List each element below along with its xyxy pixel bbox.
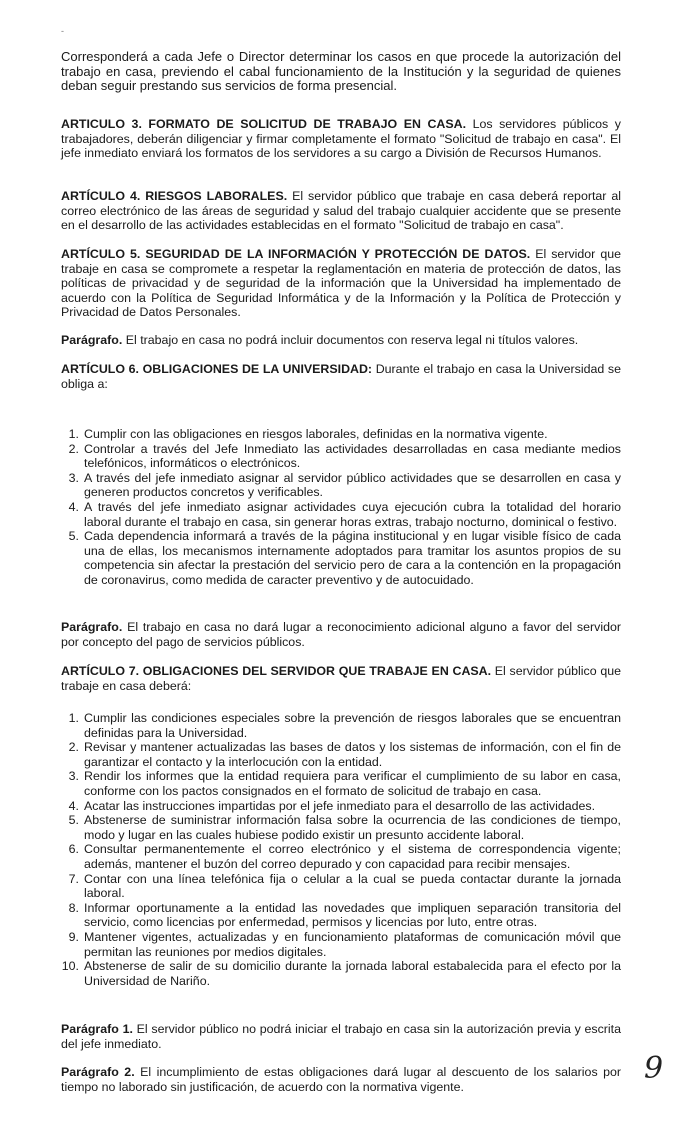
article-6-list-item-number: 5 . bbox=[61, 529, 79, 544]
article-7-paragrafo-2 bbox=[61, 1065, 621, 1094]
article-7-list-item-number: 10 . bbox=[61, 959, 79, 974]
article-7-heading: ARTÍCULO 7. OBLIGACIONES DEL SERVIDOR QUE TRABAJE EN CASA. bbox=[61, 664, 492, 678]
article-7-list-item bbox=[61, 842, 621, 871]
article-7-list-item-number: 5 . bbox=[61, 813, 79, 828]
article-5-paragrafo bbox=[61, 333, 621, 348]
article-5-heading: ARTÍCULO 5. SEGURIDAD DE LA INFORMACIÓN Y PROTECCIÓN DE DATOS. bbox=[61, 247, 531, 261]
article-7-list bbox=[61, 711, 621, 988]
article-6 bbox=[61, 362, 621, 391]
intro-paragraph bbox=[61, 50, 621, 94]
article-6-paragrafo bbox=[61, 620, 621, 649]
article-6-paragrafo-label: Parágrafo. bbox=[61, 620, 123, 634]
article-7-list-item bbox=[61, 959, 621, 988]
article-5 bbox=[61, 247, 621, 320]
article-7-list-item bbox=[61, 740, 621, 769]
article-6-list-item-text: A través del jefe inmediato asignar actividades cuya ejecución cubra la totalidad del horario laboral durante el trabajo en casa, sin generar horas extras, trabajo nocturno, dominical o festivo. bbox=[84, 499, 621, 529]
article-6-list-item bbox=[61, 529, 621, 587]
article-6-list-item bbox=[61, 500, 621, 529]
article-6-list-wrap bbox=[61, 427, 621, 588]
article-7-list-item-number: 8 . bbox=[61, 901, 79, 916]
article-6-heading: ARTÍCULO 6. OBLIGACIONES DE LA UNIVERSIDAD: bbox=[61, 362, 373, 376]
article-7-list-item bbox=[61, 769, 621, 798]
article-7-list-item-text: Revisar y mantener actualizadas las bases de datos y los sistemas de información, con el fin de garantizar el contacto y la interlocución con la entidad. bbox=[84, 740, 621, 769]
article-7-list-item bbox=[61, 711, 621, 740]
article-7-list-item-number: 2 . bbox=[61, 740, 79, 755]
article-7-paragrafo-1-label: Parágrafo 1. bbox=[61, 1022, 133, 1036]
article-7-list-item-number: 1 . bbox=[61, 711, 79, 726]
article-6-list-item-text: Controlar a través del Jefe Inmediato las actividades desarrolladas en casa mediante medios telefónicos, informáticos o electrónicos. bbox=[84, 441, 621, 471]
article-5-paragrafo-body: El trabajo en casa no podrá incluir documentos con reserva legal ni títulos valores. bbox=[122, 333, 579, 347]
article-6-paragrafo-body: El trabajo en casa no dará lugar a reconocimiento adicional alguno a favor del servidor por concepto del pago de servicios públicos. bbox=[61, 620, 621, 649]
article-6-list-item-text: Cada dependencia informará a través de la página institucional y en lugar visible físico de cada una de ellas, los mecanismos internamente adoptados para tramitar los asuntos propios de su competencia sin afectar la prestación del servicio pero de cara a la contención en la propagación de coronavirus, como medida de caracter preventivo y de autocuidado. bbox=[84, 529, 621, 587]
article-4-body: El servidor público que trabaje en casa deberá reportar al correo electrónico de las áreas de seguridad y salud del trabajo cualquier accidente que se presente en el desarrollo de las actividades establecidas en el formato "Solicitud de trabajo en casa". bbox=[61, 189, 621, 233]
article-7-list-item bbox=[61, 930, 621, 959]
article-4 bbox=[61, 189, 621, 233]
article-7-list-item-text: Informar oportunamente a la entidad las novedades que impliquen separación transitoria del servicio, como licencias por enfermedad, permisos y licencias por luto, entre otras. bbox=[84, 900, 621, 930]
article-7-list-wrap bbox=[61, 711, 621, 988]
header-mark: - bbox=[61, 26, 64, 36]
article-7-list-item-number: 9 . bbox=[61, 930, 79, 945]
intro-text: Corresponderá a cada Jefe o Director determinar los casos en que procede la autorización del trabajo en casa, previendo el cabal funcionamiento de la Institución y la seguridad de quienes deban seguir prestando sus servicios de forma presencial. bbox=[61, 49, 621, 94]
article-7-list-item-number: 3 . bbox=[61, 769, 79, 784]
article-7-list-item-number: 6 . bbox=[61, 842, 79, 857]
article-7-list-item-text: Mantener vigentes, actualizadas y en funcionamiento plataformas de comunicación móvil que permitan las reuniones por medios digitales. bbox=[84, 929, 621, 959]
article-7-list-item bbox=[61, 813, 621, 842]
article-6-list-item-number: 2 . bbox=[61, 442, 79, 457]
article-7-list-item-text: Rendir los informes que la entidad requiera para verificar el cumplimiento de su labor en casa, conforme con los pactos consignados en el formato de solicitud de trabajo en casa. bbox=[84, 769, 621, 798]
article-7 bbox=[61, 664, 621, 693]
article-7-paragrafo-2-body: El incumplimiento de estas obligaciones dará lugar al descuento de los salarios por tiempo no laborado sin justificación, de acuerdo con la normativa vigente. bbox=[61, 1065, 622, 1094]
article-6-list-item-number: 3 . bbox=[61, 471, 79, 486]
article-7-list-item-text: Acatar las instrucciones impartidas por el jefe inmediato para el desarrollo de las actividades. bbox=[84, 798, 596, 813]
article-6-list-item-number: 4 . bbox=[61, 500, 79, 515]
article-4-heading: ARTÍCULO 4. RIESGOS LABORALES. bbox=[61, 189, 288, 203]
article-7-list-item bbox=[61, 901, 621, 930]
article-6-list bbox=[61, 427, 621, 588]
article-6-list-item bbox=[61, 427, 621, 442]
article-7-paragrafo-1 bbox=[61, 1022, 621, 1051]
article-7-list-item-number: 7 . bbox=[61, 872, 79, 887]
article-7-paragrafo-1-body: El servidor público no podrá iniciar el trabajo en casa sin la autorización previa y escrita del jefe inmediato. bbox=[61, 1022, 622, 1051]
article-6-list-item bbox=[61, 442, 621, 471]
article-7-list-item-number: 4 . bbox=[61, 799, 79, 814]
article-3-body: Los servidores públicos y trabajadores, deberán diligenciar y firmar completamente el formato "Solicitud de trabajo en casa". El jefe inmediato enviará los formatos de los servidores a su cargo a División de Recursos Humanos. bbox=[61, 117, 621, 161]
article-7-list-item-text: Contar con una línea telefónica fija o celular a la cual se pueda contactar durante la jornada laboral. bbox=[84, 871, 621, 901]
article-7-list-item-text: Abstenerse de suministrar información falsa sobre la ocurrencia de las condiciones de tiempo, modo y lugar en las cuales hubiese podido existir un presunto accidente laboral. bbox=[84, 813, 621, 842]
article-7-list-item bbox=[61, 872, 621, 901]
article-7-body: El servidor público que trabaje en casa deberá: bbox=[61, 664, 621, 693]
article-6-list-item-number: 1 . bbox=[61, 427, 79, 442]
article-6-list-item bbox=[61, 471, 621, 500]
article-7-paragrafo-2-label: Parágrafo 2. bbox=[61, 1065, 135, 1079]
page-number: 9 bbox=[644, 1051, 664, 1086]
article-3 bbox=[61, 117, 621, 161]
article-7-list-item-text: Abstenerse de salir de su domicilio durante la jornada laboral estabalecida para el efecto por la Universidad de Nariño. bbox=[84, 959, 621, 988]
article-5-paragrafo-label: Parágrafo. bbox=[61, 333, 123, 347]
article-7-list-item-text: Cumplir las condiciones especiales sobre la prevención de riesgos laborales que se encuentran definidas para la Universidad. bbox=[84, 711, 621, 740]
article-5-body: El servidor que trabaje en casa se compromete a respetar la reglamentación en materia de protección de datos, las políticas de privacidad y de seguridad de la información que la Universidad ha implementado de acuerdo con la Política de Seguridad Informática y de la Información y la Política de Protección y Privacidad de Datos Personales. bbox=[61, 247, 621, 320]
article-6-list-item-text: A través del jefe inmediato asignar al servidor público actividades que se desarrollen en casa y generen productos concretos y verificables. bbox=[84, 470, 621, 500]
article-7-list-item bbox=[61, 799, 621, 814]
article-7-list-item-text: Consultar permanentemente el correo electrónico y el sistema de correspondencia vigente; además, mantener el buzón del correo depurado y con capacidad para recibir mensajes. bbox=[84, 842, 621, 871]
article-3-heading: ARTICULO 3. FORMATO DE SOLICITUD DE TRABAJO EN CASA. bbox=[61, 117, 467, 131]
article-6-body: Durante el trabajo en casa la Universidad se obliga a: bbox=[61, 362, 621, 391]
article-6-list-item-text: Cumplir con las obligaciones en riesgos laborales, definidas en la normativa vigente. bbox=[84, 427, 548, 441]
